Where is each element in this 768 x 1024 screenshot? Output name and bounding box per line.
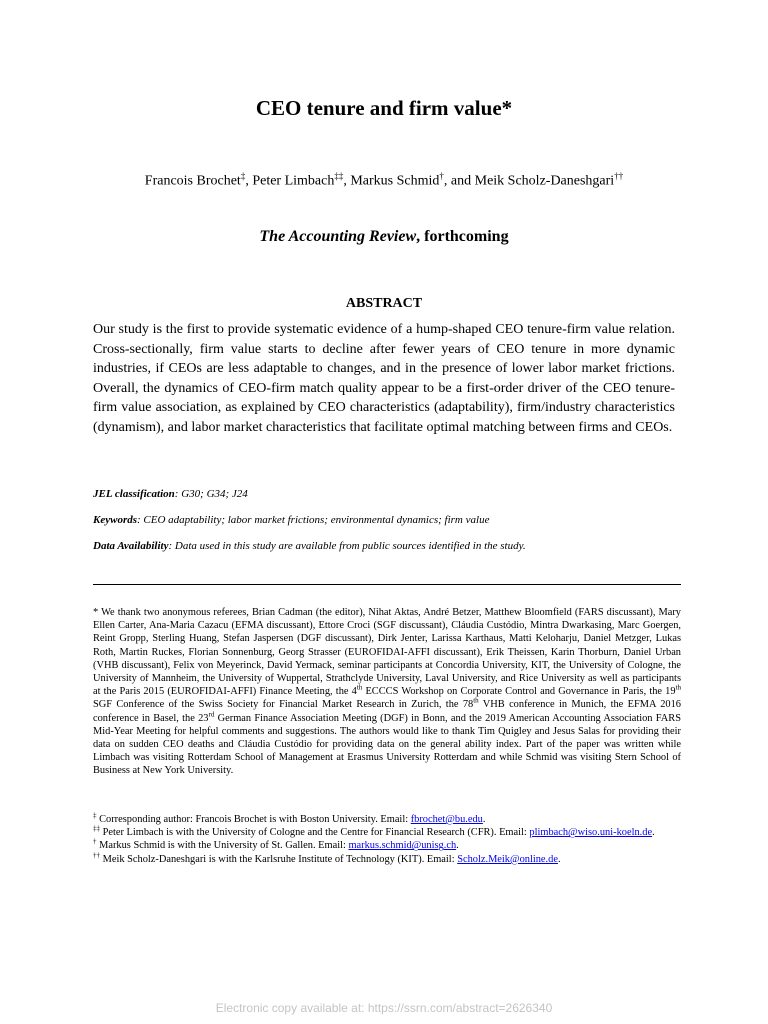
footnote-mark: †: [93, 837, 97, 846]
journal-line: [0, 228, 768, 246]
keywords-label: Keywords: [93, 514, 137, 526]
paper-title: CEO tenure and firm value*: [255, 96, 513, 120]
keywords-value: : CEO adaptability; labor market frictions; environmental dynamics; firm value: [137, 514, 490, 526]
footnote-divider: [93, 584, 681, 585]
author-mark: ††: [614, 171, 624, 181]
ssrn-footer: Electronic copy available at: https://ssrn.com/abstract=2626340: [215, 1001, 553, 1015]
journal-name: The Accounting Review: [259, 228, 417, 245]
author-name: Peter Limbach: [252, 173, 335, 189]
email-link[interactable]: Scholz.Meik@online.de: [457, 853, 558, 865]
author-name: Francois Brochet: [144, 173, 241, 189]
email-link[interactable]: plimbach@wiso.uni-koeln.de: [529, 827, 653, 839]
abstract-text: Our study is the first to provide systematic evidence of a hump-shaped CEO tenure-firm value relation. Cross-sectionally, firm value starts to decline after fewer years of CEO tenure in more dynamic industries, if CEOs are less adaptable to changes, and in the presence of lower labor market frictions. Overall, the dynamics of CEO-firm match quality appear to be a first-order driver of the CEO tenure-firm value association, as explained by CEO characteristics (adaptability), firm/industry characteristics (dynamism), and labor market characteristics that facilitate optimal matching between firms and CEOs.: [93, 322, 675, 435]
footnote-tail: .: [456, 840, 459, 852]
footnote-mark: ‡‡: [93, 824, 100, 833]
jel-value: : G30; G34; J24: [174, 488, 248, 500]
footnote-text: Peter Limbach is with the University of Cologne and the Centre for Financial Research (CFR). Email:: [100, 827, 530, 839]
author-footnotes: [93, 813, 681, 866]
ordinal-suffix: th: [473, 696, 479, 705]
journal-status: , forthcoming: [416, 228, 509, 245]
author-line: [0, 171, 768, 190]
ordinal-suffix: th: [675, 683, 682, 692]
footnote-text: Meik Scholz-Daneshgari is with the Karlsruhe Institute of Technology (KIT). Email:: [100, 853, 458, 865]
data-availability-label: Data Availability: [93, 540, 169, 552]
jel-label: JEL classification: [93, 488, 175, 500]
author-separator: , and: [443, 173, 475, 189]
author-name: Meik Scholz-Daneshgari: [474, 173, 615, 189]
footnote-tail: .: [652, 827, 655, 839]
author-mark: ‡: [240, 171, 246, 181]
author-separator: ,: [245, 173, 253, 189]
footnote-mark: *: [93, 607, 99, 618]
author-footnote: [93, 839, 681, 852]
footnote-text: Corresponding author: Francois Brochet is with Boston University. Email:: [96, 814, 411, 825]
keywords: [93, 514, 693, 526]
footnote-tail: .: [482, 814, 486, 825]
author-footnote: [93, 813, 681, 826]
footnote-text: SGF Conference of the Swiss Society for Financial Market Research in Zurich, the 78: [93, 699, 474, 711]
email-link[interactable]: markus.schmid@unisg.ch: [348, 840, 457, 852]
footnote-text: We thank two anonymous referees, Brian Cadman (the editor), Nihat Aktas, André Betzer, Matthew Bloomfield (FARS discussant), Mary Ellen Carter, Ana-Maria Cazacu (EFMA discussant), Ettore Croci (SGF discussant), Cláudia Custódio, Mintra Dwarkasing, Marc Goergen, Reint Gropp, Sterling Huang, Stefan Jaspersen (DGF discussant), Dirk Jenter, Larissa Karthaus, Matti Keloharju, Daniel Metzger, Lukas Roth, Martin Ruckes, Florian Sonnenburg, Georg Strasser (EUROFIDAI-AFFI discussant), Erik Theissen, Karin Thorburn, Daniel Urban (VHB discussant), Felix von Meyerinck, David Yermack, seminar participants at Concordia University, KIT, the University of Cologne, the University of Mannheim, the University of Wuppertal, Strathclyde University, Laval University, and Rice University as well as participants at the Paris 2015 (EUROFIDAI-AFFI) Finance Meeting, the 4: [93, 607, 681, 698]
author-name: Markus Schmid: [350, 173, 440, 189]
author-mark: ‡‡: [334, 171, 344, 181]
author-mark: †: [439, 171, 444, 181]
data-availability: [93, 540, 693, 552]
abstract-heading: ABSTRACT: [345, 296, 423, 311]
author-footnote: [93, 826, 681, 839]
email-link[interactable]: fbrochet@bu.edu: [410, 814, 483, 825]
acknowledgements-footnote: [93, 606, 681, 778]
ordinal-suffix: th: [356, 683, 363, 692]
author-footnote: [93, 853, 681, 866]
author-separator: ,: [343, 173, 351, 189]
footnote-text: German Finance Association Meeting (DGF) in Bonn, and the 2019 American Accounting Association FARS Mid-Year Meeting for helpful comments and suggestions. The authors would like to thank Tim Quigley and Jesus Salas for providing their data on sudden CEO deaths and Cláudia Custódio for providing data on the general ability index. Part of the paper was written while Limbach was visiting Rotterdam School of Management at Erasmus University Rotterdam and while Schmid was visiting Stern School of Business at New York University.: [93, 712, 681, 777]
footnote-text: VHB conference in Munich, the EFMA 2016 conference in Basel, the 23: [93, 699, 682, 724]
ordinal-suffix: rd: [208, 710, 215, 719]
footnote-text: ECCCS Workshop on Corporate Control and Governance in Paris, the 19: [362, 686, 676, 698]
footnote-mark: ‡: [93, 811, 97, 820]
jel-classification: [93, 488, 693, 500]
data-availability-value: : Data used in this study are available from public sources identified in the study.: [168, 540, 526, 552]
footnote-mark: ††: [93, 851, 100, 860]
footnote-text: Markus Schmid is with the University of St. Gallen. Email:: [96, 840, 349, 852]
footnote-tail: .: [557, 853, 561, 865]
